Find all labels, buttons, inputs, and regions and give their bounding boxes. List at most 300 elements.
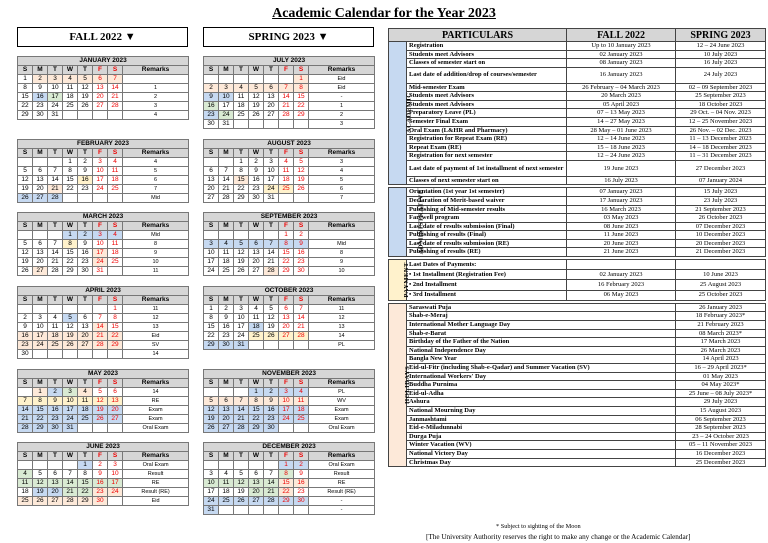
particular-row — [389, 109, 766, 118]
day-cell: 10 — [204, 249, 219, 258]
week-remark: 3 — [309, 158, 375, 167]
weekday-header: T — [234, 222, 249, 231]
week-remark: 4 — [123, 111, 189, 120]
particular-row — [389, 152, 766, 161]
day-cell: 6 — [264, 84, 279, 93]
week-remark: Result (RE) — [123, 488, 189, 497]
day-cell: 7 — [219, 167, 234, 176]
day-cell: 9 — [93, 470, 108, 479]
weekday-header: M — [219, 66, 234, 75]
weekday-header: S — [294, 452, 309, 461]
day-cell — [219, 461, 234, 470]
day-cell: 14 — [264, 249, 279, 258]
particular-label: Orientation (1st year 1st semester) — [407, 188, 567, 197]
day-cell: 1 — [63, 158, 78, 167]
day-cell: 9 — [294, 240, 309, 249]
day-cell — [234, 120, 249, 129]
month-title: DECEMBER 2023 — [204, 443, 375, 452]
day-cell: 2 — [93, 461, 108, 470]
day-cell: 9 — [78, 167, 93, 176]
day-cell: 10 — [234, 314, 249, 323]
weekday-header: M — [219, 222, 234, 231]
particular-label: Publishing of results (Final) — [407, 231, 567, 240]
day-cell: 13 — [249, 479, 264, 488]
weekday-header: F — [279, 379, 294, 388]
day-cell: 22 — [108, 332, 123, 341]
day-cell — [219, 231, 234, 240]
day-cell: 24 — [264, 185, 279, 194]
weekday-header: Remarks — [123, 149, 189, 158]
month-calendar — [17, 286, 189, 359]
day-cell: 29 — [249, 424, 264, 433]
day-cell — [279, 120, 294, 129]
particular-row — [389, 67, 766, 83]
day-cell: 11 — [219, 249, 234, 258]
day-cell: 20 — [33, 185, 48, 194]
section-label-text: ADMINISTRATIVE — [417, 189, 425, 255]
week-remark: 14 — [309, 332, 375, 341]
weekday-header: T — [264, 222, 279, 231]
spring-date: 23 July 2023 — [676, 196, 766, 205]
day-cell: 31 — [93, 267, 108, 276]
day-cell: 21 — [63, 488, 78, 497]
day-cell — [279, 506, 294, 515]
day-cell — [93, 194, 108, 203]
spring-date: 11 – 31 December 2023 — [676, 152, 766, 161]
particular-label: Students meet Advisors — [407, 100, 567, 109]
particular-row — [389, 222, 766, 231]
day-cell: 28 — [18, 424, 33, 433]
day-cell — [204, 461, 219, 470]
day-cell: 6 — [249, 470, 264, 479]
holiday-date: 18 February 2023* — [676, 312, 766, 321]
weekday-header: F — [93, 149, 108, 158]
day-cell — [108, 350, 123, 359]
weekday-header: Remarks — [123, 222, 189, 231]
day-cell: 10 — [219, 93, 234, 102]
day-cell: 30 — [33, 111, 48, 120]
day-cell — [249, 120, 264, 129]
particular-row — [389, 424, 766, 433]
day-cell — [48, 461, 63, 470]
day-cell: 29 — [294, 111, 309, 120]
fall-date — [567, 260, 676, 270]
day-cell: 17 — [108, 479, 123, 488]
day-cell: 24 — [234, 332, 249, 341]
day-cell: 24 — [204, 497, 219, 506]
day-cell — [264, 341, 279, 350]
day-cell: 13 — [279, 314, 294, 323]
weekday-header: T — [264, 379, 279, 388]
holiday-date: 17 March 2023 — [676, 338, 766, 347]
week-remark: Result — [123, 470, 189, 479]
day-cell: 24 — [63, 415, 78, 424]
particular-row — [389, 458, 766, 467]
week-remark: SV — [123, 341, 189, 350]
particular-row — [389, 372, 766, 381]
fall-date: 07 – 13 May 2023 — [567, 109, 676, 118]
header-particulars: PARTICULARS — [389, 29, 567, 42]
day-cell — [78, 424, 93, 433]
weekday-header: Remarks — [309, 66, 375, 75]
week-remark: PL — [309, 341, 375, 350]
month-title: NOVEMBER 2023 — [204, 370, 375, 379]
month-calendar — [203, 286, 375, 350]
day-cell: 14 — [108, 84, 123, 93]
day-cell — [234, 461, 249, 470]
week-remark — [309, 231, 375, 240]
week-remark: Eid — [123, 497, 189, 506]
weekday-header: M — [33, 66, 48, 75]
day-cell — [78, 350, 93, 359]
day-cell: 14 — [48, 176, 63, 185]
week-remark: 7 — [309, 194, 375, 203]
month-title: SEPTEMBER 2023 — [204, 213, 375, 222]
day-cell: 6 — [33, 167, 48, 176]
day-cell: 12 — [264, 314, 279, 323]
spring-date: 21 December 2023 — [676, 248, 766, 257]
day-cell: 23 — [204, 111, 219, 120]
day-cell: 18 — [48, 332, 63, 341]
day-cell — [264, 75, 279, 84]
weekday-header: Remarks — [123, 452, 189, 461]
day-cell: 23 — [264, 415, 279, 424]
header-fall: FALL 2022 — [567, 29, 676, 42]
particular-label: Last Dates of Payments: — [407, 260, 567, 270]
day-cell: 27 — [33, 267, 48, 276]
fall-date: 14 – 27 May 2023 — [567, 117, 676, 126]
day-cell: 12 — [18, 176, 33, 185]
day-cell: 2 — [294, 231, 309, 240]
day-cell: 11 — [63, 84, 78, 93]
day-cell: 26 — [33, 497, 48, 506]
header-spring: SPRING 2023 — [676, 29, 766, 42]
week-remark: 10 — [309, 267, 375, 276]
day-cell: 6 — [249, 240, 264, 249]
day-cell — [219, 75, 234, 84]
day-cell: 8 — [78, 470, 93, 479]
day-cell: 1 — [18, 75, 33, 84]
fall-semester-header[interactable]: FALL 2022 ▼ — [17, 27, 188, 47]
day-cell: 1 — [204, 305, 219, 314]
particular-label: Last date of payment of 1st installment of next semester — [407, 160, 567, 176]
week-remark: 2 — [123, 93, 189, 102]
particular-row — [389, 270, 766, 280]
day-cell: 20 — [219, 415, 234, 424]
day-cell: 26 — [18, 194, 33, 203]
day-cell: 20 — [264, 102, 279, 111]
particular-row — [389, 389, 766, 398]
day-cell: 17 — [33, 332, 48, 341]
day-cell — [48, 350, 63, 359]
day-cell — [264, 231, 279, 240]
particular-label: Registration for next semester — [407, 152, 567, 161]
fall-date: 12 – 14 June 2023 — [567, 135, 676, 144]
day-cell: 5 — [18, 240, 33, 249]
day-cell — [234, 506, 249, 515]
day-cell: 12 — [234, 479, 249, 488]
spring-date: 12 – 25 November 2023 — [676, 117, 766, 126]
day-cell: 15 — [63, 249, 78, 258]
holiday-date: 28 September 2023 — [676, 424, 766, 433]
day-cell: 16 — [78, 176, 93, 185]
particular-label: Shab-e-Meraj — [407, 312, 676, 321]
day-cell: 2 — [18, 314, 33, 323]
day-cell — [249, 461, 264, 470]
particular-label: Bangla New Year — [407, 355, 676, 364]
day-cell: 5 — [63, 314, 78, 323]
day-cell: 25 — [108, 258, 123, 267]
day-cell — [249, 75, 264, 84]
section-label-text: HOLIDAYS — [404, 365, 412, 404]
day-cell: 18 — [78, 406, 93, 415]
week-remark: 6 — [309, 185, 375, 194]
particular-row — [389, 290, 766, 300]
fall-date: 17 January 2023 — [567, 196, 676, 205]
day-cell: 19 — [294, 176, 309, 185]
spring-semester-header[interactable]: SPRING 2023 ▼ — [203, 27, 374, 47]
day-cell: 24 — [219, 111, 234, 120]
day-cell: 25 — [219, 267, 234, 276]
day-cell: 10 — [48, 84, 63, 93]
day-cell: 3 — [93, 231, 108, 240]
holiday-date: 21 February 2023 — [676, 321, 766, 330]
day-cell: 19 — [234, 258, 249, 267]
particular-row — [389, 143, 766, 152]
day-cell: 6 — [219, 397, 234, 406]
day-cell: 9 — [294, 470, 309, 479]
day-cell: 3 — [93, 158, 108, 167]
day-cell: 21 — [48, 185, 63, 194]
fall-date: 08 June 2023 — [567, 222, 676, 231]
day-cell: 24 — [279, 415, 294, 424]
weekday-header: S — [108, 222, 123, 231]
day-cell: 29 — [63, 267, 78, 276]
weekday-header: T — [234, 296, 249, 305]
moon-footnote: * Subject to sighting of the Moon — [496, 523, 581, 530]
day-cell — [294, 506, 309, 515]
day-cell: 12 — [204, 406, 219, 415]
particular-label: Eid-ul-Fitr (including Shab-e-Qadar) and Summer Vacation (SV) — [407, 363, 676, 372]
day-cell: 23 — [294, 488, 309, 497]
day-cell: 7 — [279, 84, 294, 93]
day-cell: 12 — [18, 249, 33, 258]
day-cell: 16 — [48, 406, 63, 415]
week-remark: 3 — [309, 120, 375, 129]
week-remark: 5 — [309, 176, 375, 185]
spring-date: 25 August 2023 — [676, 280, 766, 290]
day-cell: 13 — [33, 249, 48, 258]
day-cell: 24 — [204, 267, 219, 276]
weekday-header: T — [48, 296, 63, 305]
day-cell: 17 — [93, 176, 108, 185]
weekday-header: W — [63, 296, 78, 305]
day-cell: 18 — [108, 176, 123, 185]
day-cell: 23 — [78, 258, 93, 267]
particular-row — [389, 196, 766, 205]
day-cell: 16 — [78, 249, 93, 258]
day-cell — [108, 111, 123, 120]
weekday-header: T — [234, 452, 249, 461]
day-cell: 4 — [48, 314, 63, 323]
week-remark: 14 — [123, 350, 189, 359]
day-cell: 8 — [294, 84, 309, 93]
particular-row — [389, 346, 766, 355]
day-cell: 11 — [294, 397, 309, 406]
weekday-header: W — [249, 379, 264, 388]
day-cell — [93, 305, 108, 314]
weekday-header: Remarks — [309, 149, 375, 158]
day-cell: 23 — [33, 102, 48, 111]
weekday-header: S — [18, 296, 33, 305]
day-cell: 10 — [279, 397, 294, 406]
weekday-header: T — [78, 222, 93, 231]
fall-date: 16 January 2023 — [567, 67, 676, 83]
day-cell: 26 — [234, 497, 249, 506]
day-cell: 31 — [48, 111, 63, 120]
weekday-header: S — [204, 379, 219, 388]
day-cell: 7 — [63, 470, 78, 479]
weekday-header: S — [18, 66, 33, 75]
spring-date: 10 June 2023 — [676, 270, 766, 280]
month-calendar — [203, 212, 375, 276]
day-cell: 15 — [33, 406, 48, 415]
day-cell: 17 — [93, 249, 108, 258]
day-cell: 23 — [48, 415, 63, 424]
day-cell: 19 — [18, 258, 33, 267]
day-cell: 16 — [204, 102, 219, 111]
weekday-header: T — [78, 296, 93, 305]
spring-date: 29 Oct. – 04 Nov. 2023 — [676, 109, 766, 118]
day-cell: 6 — [48, 470, 63, 479]
day-cell: 17 — [48, 93, 63, 102]
weekday-header: M — [219, 452, 234, 461]
day-cell: 11 — [234, 93, 249, 102]
day-cell — [204, 231, 219, 240]
day-cell: 19 — [33, 488, 48, 497]
day-cell: 19 — [18, 185, 33, 194]
week-remark: - — [309, 93, 375, 102]
day-cell: 16 — [294, 479, 309, 488]
spring-date: 07 January 2024 — [676, 176, 766, 185]
day-cell: 18 — [63, 93, 78, 102]
page-title: Academic Calendar for the Year 2023 — [272, 6, 496, 21]
day-cell: 1 — [279, 461, 294, 470]
weekday-header: S — [294, 66, 309, 75]
day-cell — [249, 506, 264, 515]
day-cell: 8 — [279, 240, 294, 249]
spring-date: 12 – 24 June 2023 — [676, 42, 766, 51]
fall-date: 02 January 2023 — [567, 270, 676, 280]
day-cell: 2 — [33, 75, 48, 84]
day-cell — [294, 341, 309, 350]
day-cell: 18 — [219, 258, 234, 267]
day-cell: 16 — [219, 323, 234, 332]
day-cell: 25 — [48, 341, 63, 350]
day-cell: 11 — [279, 167, 294, 176]
week-remark: 8 — [123, 240, 189, 249]
day-cell: 13 — [48, 479, 63, 488]
day-cell: 16 — [93, 479, 108, 488]
particular-row — [389, 83, 766, 92]
day-cell: 30 — [18, 350, 33, 359]
day-cell: 12 — [234, 249, 249, 258]
day-cell: 13 — [93, 84, 108, 93]
day-cell: 19 — [234, 488, 249, 497]
day-cell: 3 — [279, 388, 294, 397]
day-cell: 20 — [249, 258, 264, 267]
day-cell: 13 — [249, 249, 264, 258]
day-cell: 12 — [93, 397, 108, 406]
day-cell — [264, 506, 279, 515]
week-remark: Mid — [123, 231, 189, 240]
month-title: MARCH 2023 — [18, 213, 189, 222]
particular-label: Last date of results submission (Final) — [407, 222, 567, 231]
day-cell: 3 — [48, 75, 63, 84]
day-cell: 9 — [33, 84, 48, 93]
day-cell — [219, 506, 234, 515]
month-title: MAY 2023 — [18, 370, 189, 379]
day-cell: 23 — [294, 258, 309, 267]
day-cell: 16 — [33, 93, 48, 102]
day-cell: 14 — [219, 176, 234, 185]
fall-date: 08 January 2023 — [567, 59, 676, 68]
day-cell — [204, 75, 219, 84]
day-cell: 4 — [63, 75, 78, 84]
day-cell: 25 — [108, 185, 123, 194]
day-cell — [279, 194, 294, 203]
week-remark: Eid — [309, 75, 375, 84]
day-cell: 10 — [93, 167, 108, 176]
week-remark: Exam — [123, 415, 189, 424]
week-remark: 3 — [123, 102, 189, 111]
spring-date: 18 October 2023 — [676, 100, 766, 109]
week-remark: 9 — [309, 258, 375, 267]
day-cell: 9 — [48, 397, 63, 406]
day-cell: 25 — [219, 497, 234, 506]
day-cell: 19 — [93, 406, 108, 415]
day-cell: 14 — [93, 323, 108, 332]
day-cell: 18 — [234, 102, 249, 111]
day-cell: 3 — [204, 240, 219, 249]
particular-row — [389, 176, 766, 185]
day-cell: 7 — [108, 75, 123, 84]
day-cell: 10 — [33, 323, 48, 332]
particular-label: National Independence Day — [407, 346, 676, 355]
day-cell — [219, 158, 234, 167]
day-cell: 18 — [294, 406, 309, 415]
day-cell: 11 — [108, 240, 123, 249]
weekday-header: F — [279, 222, 294, 231]
day-cell: 15 — [18, 93, 33, 102]
fall-date: 20 June 2023 — [567, 239, 676, 248]
week-remark: 6 — [123, 176, 189, 185]
particular-label: • 3rd Installment — [407, 290, 567, 300]
month-calendar — [203, 139, 375, 203]
day-cell: 4 — [108, 231, 123, 240]
day-cell — [18, 388, 33, 397]
spring-date: 11 – 13 December 2023 — [676, 135, 766, 144]
particular-row — [389, 248, 766, 257]
particular-row — [389, 363, 766, 372]
spring-date: 10 December 2023 — [676, 231, 766, 240]
day-cell: 1 — [249, 388, 264, 397]
day-cell: 19 — [204, 415, 219, 424]
weekday-header: S — [294, 379, 309, 388]
holiday-date: 29 July 2023 — [676, 398, 766, 407]
day-cell: 15 — [204, 323, 219, 332]
fall-date: 16 July 2023 — [567, 176, 676, 185]
